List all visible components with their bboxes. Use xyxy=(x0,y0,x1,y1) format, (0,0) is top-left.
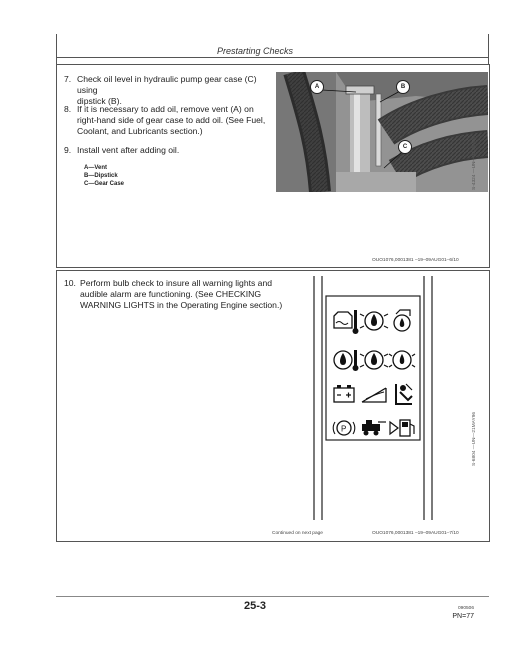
doc-ref-2: OUO1076,0001381 –19–09AUG01–7/10 xyxy=(372,531,459,536)
legend-item-vent: A—Vent xyxy=(84,165,108,171)
footer-rule xyxy=(56,596,489,597)
header-rule xyxy=(56,57,489,58)
warning-panel-frame xyxy=(300,276,470,520)
callout-c: C xyxy=(398,140,412,154)
gear-case-photo xyxy=(276,72,488,192)
step-line: If it is necessary to add oil, remove vent (A) on xyxy=(77,104,254,114)
parts-legend xyxy=(84,164,124,188)
legend-item-gear-case: C—Gear Case xyxy=(84,181,125,187)
step-number: 8. xyxy=(64,104,72,114)
step-line: right-hand side of gear case to add oil. (See Fuel, xyxy=(77,115,266,125)
step-line: dipstick (B). xyxy=(77,96,122,106)
step-number: 10. xyxy=(64,278,76,288)
gear-case-photo-drawing xyxy=(276,72,488,192)
callout-b: B xyxy=(396,80,410,94)
step-line: Check oil level in hydraulic pump gear case (C) using xyxy=(77,74,257,95)
step-line: Coolant, and Lubricants section.) xyxy=(77,126,203,136)
step-line: WARNING LIGHTS in the Operating Engine section.) xyxy=(80,300,283,310)
footer-pn: PN=77 xyxy=(452,613,474,620)
engine-oil-temp-icon xyxy=(334,350,359,371)
image-id-1: S-4324 —UN—03JAN95 xyxy=(472,136,477,190)
image-id-2: S-6804 —UN—21MAY96 xyxy=(472,411,477,466)
footer-code: 090506 xyxy=(457,606,474,611)
step-number: 9. xyxy=(64,145,72,155)
page-number: 25-3 xyxy=(243,600,267,612)
step-number: 7. xyxy=(64,74,72,84)
legend-item-dipstick: B—Dipstick xyxy=(84,173,118,179)
step-line: Perform bulb check to insure all warning lights and xyxy=(80,278,273,288)
step-line: Install vent after adding oil. xyxy=(77,145,180,155)
callout-a: A xyxy=(310,80,324,94)
doc-ref-1: OUO1076,0001381 –19–09AUG01–6/10 xyxy=(372,258,459,263)
continued-note: Continued on next page xyxy=(272,531,323,536)
warning-lights-panel-drawing xyxy=(300,276,470,520)
step-line: audible alarm are functioning. (See CHECKING xyxy=(80,289,262,299)
svg-text:P: P xyxy=(341,424,347,434)
page-header-title: Prestarting Checks xyxy=(216,46,294,56)
battery-icon xyxy=(334,385,354,402)
